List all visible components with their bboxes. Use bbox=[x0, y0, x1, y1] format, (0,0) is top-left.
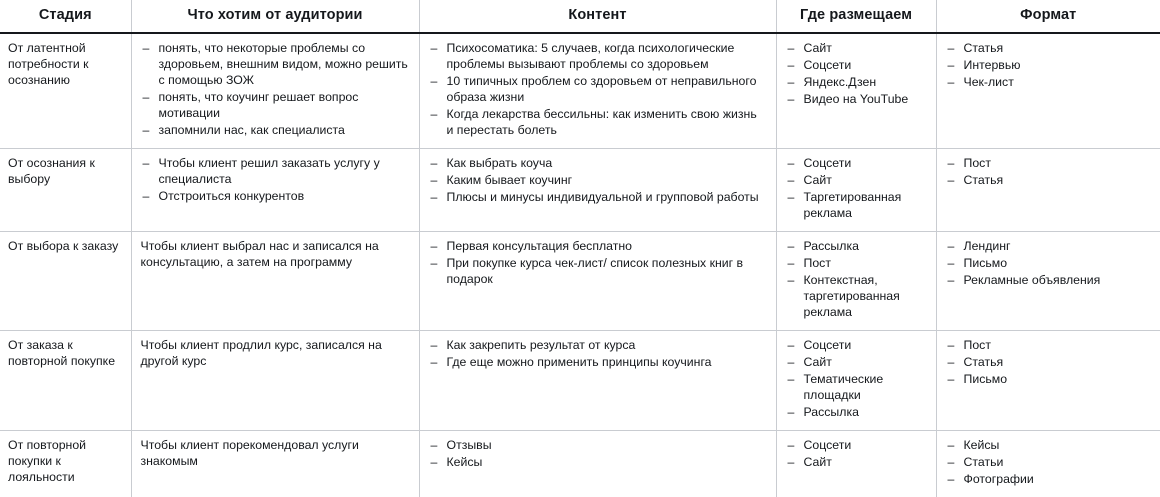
cell-content bbox=[419, 33, 776, 148]
list-item: – Сайт bbox=[786, 41, 927, 57]
cell-placement bbox=[776, 430, 936, 496]
list-item: – Отстроиться конкурентов bbox=[141, 189, 410, 205]
table-row bbox=[0, 330, 1160, 430]
list-item: – Отзывы bbox=[429, 438, 767, 454]
list-item: – Где еще можно применить принципы коучинга bbox=[429, 355, 767, 371]
list-item: – Письмо bbox=[946, 256, 1152, 272]
list-item: – 10 типичных проблем со здоровьем от неправильного образа жизни bbox=[429, 74, 767, 106]
cell-content bbox=[419, 330, 776, 430]
list-item: – Пост bbox=[946, 156, 1152, 172]
cell-stage: От заказа к повторной покупке bbox=[0, 330, 131, 430]
dash-list-content bbox=[429, 41, 767, 139]
list-item: – Когда лекарства бессильны: как изменить свою жизнь и перестать болеть bbox=[429, 107, 767, 139]
list-item: – Соцсети bbox=[786, 156, 927, 172]
column-header-content: Контент bbox=[419, 0, 776, 33]
dash-list-placement bbox=[786, 438, 927, 471]
cell-audience-goal bbox=[131, 148, 419, 231]
list-item: – Как закрепить результат от курса bbox=[429, 338, 767, 354]
list-item: – Чек-лист bbox=[946, 75, 1152, 91]
audience-goal-text: Чтобы клиент продлил курс, записался на другой курс bbox=[140, 337, 382, 368]
list-item: – Фотографии bbox=[946, 472, 1152, 488]
list-item: – Пост bbox=[946, 338, 1152, 354]
dash-list-format bbox=[946, 338, 1152, 388]
list-item: – Контекстная, таргетированная реклама bbox=[786, 273, 927, 321]
dash-list-content bbox=[429, 156, 767, 206]
list-item: – Сайт bbox=[786, 173, 927, 189]
column-header-audience-goal: Что хотим от аудитории bbox=[131, 0, 419, 33]
dash-list-format bbox=[946, 41, 1152, 91]
cell-audience-goal bbox=[131, 33, 419, 148]
cell-content bbox=[419, 430, 776, 496]
list-item: – Видео на YouTube bbox=[786, 92, 927, 108]
list-item: – Пост bbox=[786, 256, 927, 272]
list-item: – Как выбрать коуча bbox=[429, 156, 767, 172]
dash-list-content bbox=[429, 438, 767, 471]
dash-list-format bbox=[946, 239, 1152, 289]
cell-content bbox=[419, 148, 776, 231]
list-item: – Рассылка bbox=[786, 239, 927, 255]
dash-list-audience_goal bbox=[141, 41, 410, 139]
cell-placement bbox=[776, 330, 936, 430]
cell-audience-goal bbox=[131, 330, 419, 430]
dash-list-placement bbox=[786, 41, 927, 108]
cell-format bbox=[936, 33, 1160, 148]
list-item: – При покупке курса чек-лист/ список полезных книг в подарок bbox=[429, 256, 767, 288]
list-item: – Рассылка bbox=[786, 405, 927, 421]
cell-content bbox=[419, 231, 776, 330]
table-body bbox=[0, 33, 1160, 497]
cell-format bbox=[936, 330, 1160, 430]
dash-list-audience_goal bbox=[141, 156, 410, 205]
list-item: – запомнили нас, как специалиста bbox=[141, 123, 410, 139]
cell-stage: От осознания к выбору bbox=[0, 148, 131, 231]
cell-audience-goal bbox=[131, 231, 419, 330]
list-item: – Статья bbox=[946, 173, 1152, 189]
dash-list-placement bbox=[786, 156, 927, 222]
list-item: – Сайт bbox=[786, 355, 927, 371]
audience-goal-text: Чтобы клиент порекомендовал услуги знакомым bbox=[140, 437, 359, 468]
list-item: – Статья bbox=[946, 41, 1152, 57]
dash-list-format bbox=[946, 156, 1152, 189]
cell-placement bbox=[776, 33, 936, 148]
list-item: – Интервью bbox=[946, 58, 1152, 74]
cell-format bbox=[936, 430, 1160, 496]
list-item: – Таргетированная реклама bbox=[786, 190, 927, 222]
list-item: – Кейсы bbox=[429, 455, 767, 471]
column-header-stage: Стадия bbox=[0, 0, 131, 33]
table-header bbox=[0, 0, 1160, 33]
dash-list-format bbox=[946, 438, 1152, 488]
list-item: – Каким бывает коучинг bbox=[429, 173, 767, 189]
cell-format bbox=[936, 231, 1160, 330]
list-item: – Соцсети bbox=[786, 58, 927, 74]
list-item: – Соцсети bbox=[786, 338, 927, 354]
table-row bbox=[0, 33, 1160, 148]
list-item: – Кейсы bbox=[946, 438, 1152, 454]
list-item: – понять, что некоторые проблемы со здоровьем, внешним видом, можно решить с помощью ЗОЖ bbox=[141, 41, 410, 89]
table-header-row bbox=[0, 0, 1160, 33]
table-row bbox=[0, 430, 1160, 496]
cell-stage: От повторной покупки к лояльности bbox=[0, 430, 131, 496]
cell-audience-goal bbox=[131, 430, 419, 496]
list-item: – Сайт bbox=[786, 455, 927, 471]
list-item: – Первая консультация бесплатно bbox=[429, 239, 767, 255]
cell-placement bbox=[776, 148, 936, 231]
list-item: – Лендинг bbox=[946, 239, 1152, 255]
table-row bbox=[0, 148, 1160, 231]
column-header-format: Формат bbox=[936, 0, 1160, 33]
dash-list-content bbox=[429, 239, 767, 288]
list-item: – Статьи bbox=[946, 455, 1152, 471]
cell-format bbox=[936, 148, 1160, 231]
list-item: – Соцсети bbox=[786, 438, 927, 454]
cell-stage: От выбора к заказу bbox=[0, 231, 131, 330]
cell-placement bbox=[776, 231, 936, 330]
list-item: – Чтобы клиент решил заказать услугу у специалиста bbox=[141, 156, 410, 188]
dash-list-placement bbox=[786, 338, 927, 421]
list-item: – Яндекс.Дзен bbox=[786, 75, 927, 91]
list-item: – Рекламные объявления bbox=[946, 273, 1152, 289]
list-item: – Тематические площадки bbox=[786, 372, 927, 404]
dash-list-placement bbox=[786, 239, 927, 321]
cell-stage: От латентной потребности к осознанию bbox=[0, 33, 131, 148]
list-item: – Плюсы и минусы индивидуальной и групповой работы bbox=[429, 190, 767, 206]
list-item: – понять, что коучинг решает вопрос мотивации bbox=[141, 90, 410, 122]
list-item: – Психосоматика: 5 случаев, когда психологические проблемы вызывают проблемы со здоровьем bbox=[429, 41, 767, 73]
table-row bbox=[0, 231, 1160, 330]
list-item: – Статья bbox=[946, 355, 1152, 371]
audience-goal-text: Чтобы клиент выбрал нас и записался на консультацию, а затем на программу bbox=[140, 238, 379, 269]
column-header-placement: Где размещаем bbox=[776, 0, 936, 33]
dash-list-content bbox=[429, 338, 767, 371]
list-item: – Письмо bbox=[946, 372, 1152, 388]
